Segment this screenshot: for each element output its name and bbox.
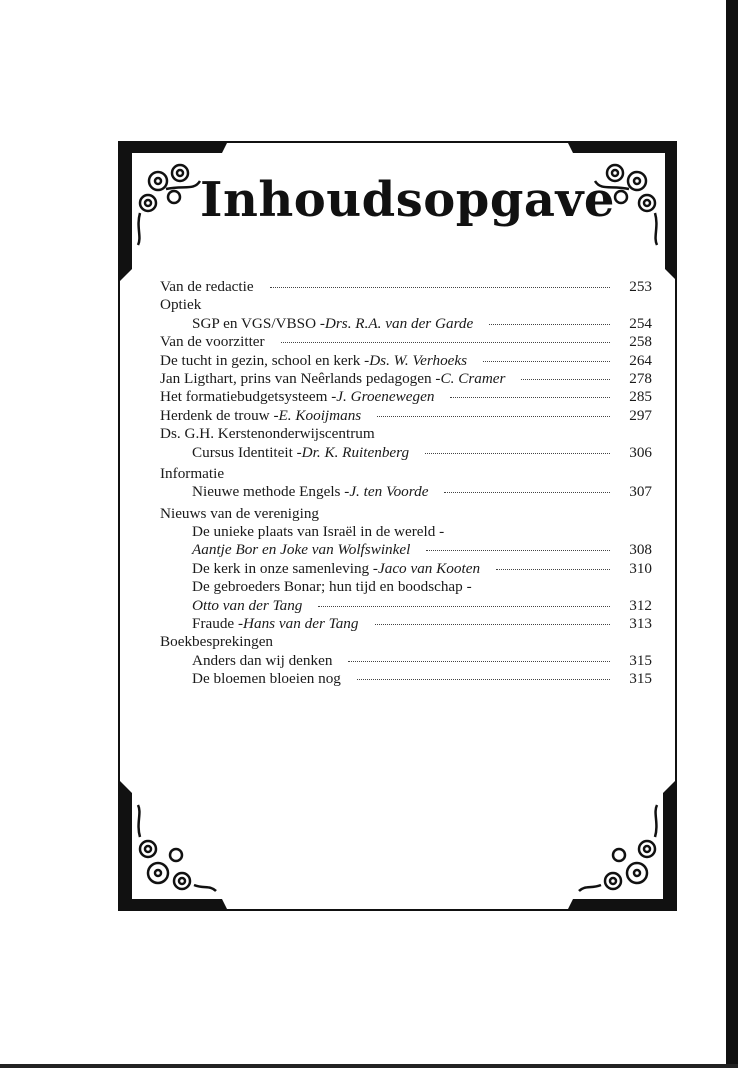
dot-leader [375, 624, 611, 625]
entry-page: 315 [629, 651, 652, 669]
dot-leader [489, 324, 610, 325]
entry-page: 285 [629, 388, 652, 406]
entry-page: 297 [629, 406, 652, 424]
toc-entry[interactable] [160, 370, 652, 388]
toc-entry[interactable] [160, 483, 652, 501]
dot-leader [318, 606, 610, 607]
toc-entry[interactable] [160, 560, 652, 578]
dot-leader [348, 661, 610, 662]
dot-leader [377, 416, 610, 417]
entry-title: Optiek [160, 296, 202, 314]
entry-author: Hans van der Tang [243, 615, 359, 633]
entry-page: 307 [629, 483, 652, 501]
entry-page: 278 [629, 369, 652, 387]
entry-page: 312 [629, 596, 652, 614]
toc-entry-line[interactable] [160, 523, 652, 541]
entry-author: Otto van der Tang [192, 596, 303, 614]
entry-page: 253 [629, 278, 652, 295]
entry-title: Nieuws van de vereniging [160, 504, 320, 522]
entry-title: SGP en VGS/VBSO - [192, 314, 325, 332]
toc-section-heading [160, 633, 652, 651]
corner-ornament-bottom-right [567, 781, 677, 911]
entry-title: De tucht in gezin, school en kerk - [160, 351, 370, 369]
toc-section-heading [160, 505, 652, 523]
entry-title: Informatie [160, 464, 225, 482]
entry-title: De bloemen bloeien nog [192, 670, 341, 688]
entry-title: Van de voorzitter [160, 333, 265, 351]
toc-entry[interactable] [160, 315, 652, 333]
entry-title: Nieuwe methode Engels - [192, 483, 350, 501]
entry-author: Aantje Bor en Joke van Wolfswinkel [192, 541, 411, 559]
entry-page: 306 [629, 443, 652, 461]
dot-leader [425, 453, 610, 454]
toc-section-heading [160, 465, 652, 483]
entry-title: Van de redactie [160, 278, 254, 295]
entry-author: Ds. W. Verhoeks [369, 351, 468, 369]
dot-leader [444, 492, 610, 493]
page-edge-bottom [0, 1064, 738, 1068]
dot-leader [281, 342, 610, 343]
toc-entry[interactable] [160, 388, 652, 406]
toc-section-heading [160, 296, 652, 314]
dot-leader [483, 361, 610, 362]
table-of-contents [160, 278, 652, 689]
entry-page: 258 [629, 333, 652, 351]
entry-author: Dr. K. Ruitenberg [301, 443, 410, 461]
dot-leader [357, 679, 610, 680]
entry-author: E. Kooijmans [278, 406, 362, 424]
entry-title: Het formatiebudgetsysteem - [160, 388, 337, 406]
entry-page: 315 [629, 670, 652, 688]
toc-entry[interactable] [160, 407, 652, 425]
entry-title: De unieke plaats van Israël in de wereld - [192, 523, 445, 541]
entry-author: C. Cramer [440, 369, 506, 387]
entry-title: Cursus Identiteit - [192, 443, 302, 461]
dot-leader [450, 397, 610, 398]
toc-section-heading [160, 425, 652, 443]
page-title: Inhoudsopgave [200, 172, 615, 228]
toc-entry[interactable] [160, 597, 652, 615]
entry-author: J. ten Voorde [349, 483, 429, 501]
entry-author: J. Groenewegen [336, 388, 435, 406]
toc-entry-line[interactable] [160, 578, 652, 596]
entry-page: 264 [629, 351, 652, 369]
entry-page: 310 [629, 559, 652, 577]
dot-leader [426, 550, 610, 551]
toc-entry[interactable] [160, 615, 652, 633]
toc-entry[interactable] [160, 333, 652, 351]
corner-ornament-bottom-left [118, 781, 228, 911]
entry-author: Jaco van Kooten [377, 559, 481, 577]
dot-leader [521, 379, 610, 380]
entry-title: De gebroeders Bonar; hun tijd en boodschap - [192, 578, 472, 596]
toc-entry[interactable] [160, 352, 652, 370]
entry-title: Fraude - [192, 615, 244, 633]
toc-entry[interactable] [160, 652, 652, 670]
entry-title: Boekbesprekingen [160, 633, 274, 651]
entry-title: Anders dan wij denken [192, 651, 333, 669]
entry-page: 313 [629, 615, 652, 633]
entry-page: 308 [629, 541, 652, 559]
toc-entry[interactable] [160, 278, 652, 296]
entry-page: 254 [629, 314, 652, 332]
dot-leader [270, 287, 610, 288]
toc-entry[interactable] [160, 444, 652, 462]
page-edge-shadow [726, 0, 738, 1068]
entry-title: Herdenk de trouw - [160, 406, 279, 424]
entry-title: Ds. G.H. Kerstenonderwijscentrum [160, 425, 375, 443]
dot-leader [496, 569, 610, 570]
entry-title: Jan Ligthart, prins van Neêrlands pedagogen - [160, 369, 441, 387]
toc-entry[interactable] [160, 541, 652, 559]
toc-entry[interactable] [160, 670, 652, 688]
entry-author: Drs. R.A. van der Garde [324, 314, 474, 332]
entry-title: De kerk in onze samenleving - [192, 559, 378, 577]
